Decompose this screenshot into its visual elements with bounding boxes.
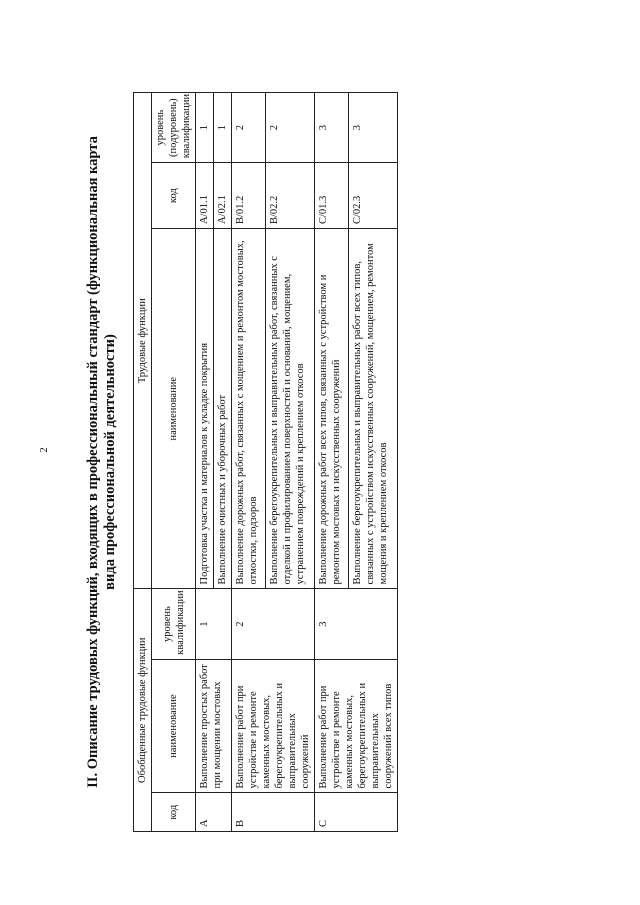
page-number: 2: [38, 447, 50, 453]
group-level: 3: [315, 589, 398, 659]
col-header-tf-code: код: [152, 163, 196, 229]
function-name: Выполнение дорожных работ, связанных с мощением и ремонтом мостовых, отмостки, подзоров: [232, 229, 266, 589]
function-name: Выполнение очистных и уборочных работ: [214, 229, 232, 589]
function-level: 2: [266, 93, 315, 163]
col-header-tf-level: уровень (подуровень) квалификации: [152, 93, 196, 163]
col-header-code: код: [152, 793, 196, 832]
labor-functions-header: Трудовые функции: [134, 93, 152, 589]
col-header-tf-name: наименование: [152, 229, 196, 589]
col-header-level: уровень квалификации: [152, 589, 196, 659]
group-level: 2: [232, 589, 315, 659]
rotated-page-content: [85, 72, 555, 852]
function-name: Выполнение дорожных работ всех типов, связанных с устройством и ремонтом мостовых и искусственных сооружений: [315, 229, 349, 589]
group-code: C: [315, 793, 398, 832]
table-row: [232, 93, 266, 832]
group-code: A: [196, 793, 232, 832]
function-name: Подготовка участка и материалов к укладке покрытия: [196, 229, 214, 589]
group-name: Выполнение работ при устройстве и ремонте каменных мостовых, берегоукрепительных и выправительных сооружений: [232, 659, 315, 793]
functional-map-table: [133, 92, 398, 832]
table-header-row-columns: [152, 93, 196, 832]
function-code: A/02.1: [214, 163, 232, 229]
function-level: 1: [196, 93, 214, 163]
function-code: C/02.3: [349, 163, 398, 229]
function-name: Выполнение берегоукрепительных и выправительных работ, связанных с отделкой и профилированием поверхностей и оснований, мощением, устранением повреждений и креплением откосов: [266, 229, 315, 589]
section-heading: II. Описание трудовых функций, входящих в профессиональный стандарт (функциональная карта вида профессиональной деятельности): [85, 136, 118, 788]
table-row: [315, 93, 349, 832]
group-level: 1: [196, 589, 232, 659]
function-code: C/01.3: [315, 163, 349, 229]
generalized-functions-header: Обобщенные трудовые функции: [134, 589, 152, 832]
function-code: B/02.2: [266, 163, 315, 229]
group-name: Выполнение работ при устройстве и ремонте каменных мостовых, берегоукрепительных и выправительных сооружений всех типов: [315, 659, 398, 793]
function-level: 1: [214, 93, 232, 163]
function-code: B/01.2: [232, 163, 266, 229]
col-header-name: наименование: [152, 659, 196, 793]
table-row: [196, 93, 214, 832]
function-name: Выполнение берегоукрепительных и выправительных работ всех типов, связанных с устройством искусственных сооружений, мощением, ремонтом мощения и креплением откосов: [349, 229, 398, 589]
table-header-row-groups: [134, 93, 152, 832]
function-level: 3: [349, 93, 398, 163]
group-name: Выполнение простых работ при мощении мостовых: [196, 659, 232, 793]
function-level: 2: [232, 93, 266, 163]
group-code: B: [232, 793, 315, 832]
function-code: A/01.1: [196, 163, 214, 229]
function-level: 3: [315, 93, 349, 163]
